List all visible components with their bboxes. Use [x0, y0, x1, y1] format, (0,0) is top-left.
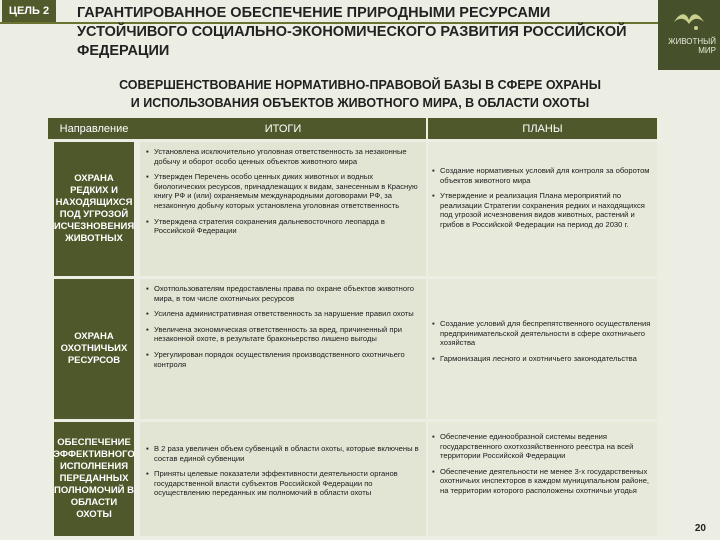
result-text: Утвержден Перечень особо ценных диких животных и водных биологических ресурсов, принадлежащих к видам, занесенным в Красную книгу РФ и (или) охраняемым международными договорами РФ, за незаконную добычу которых установлена уголовная ответственность: [154, 172, 418, 210]
list-item: ▪ Охотпользователям предоставлены права по охране объектов животного мира, в том числе охотничьих ресурсов: [146, 284, 422, 303]
header-results: ИТОГИ: [140, 118, 426, 139]
plan-text: Гармонизация лесного и охотничьего законодательства: [440, 353, 637, 363]
list-item: ▪ Обеспечение единообразной системы ведения государственного охотхозяйственного реестра на всей территории Российской Федерации: [432, 432, 653, 461]
section-subtitle: [60, 76, 660, 112]
result-text: Урегулирован порядок осуществления производственного охотничьего контроля: [154, 349, 405, 369]
result-text: Утверждена стратегия сохранения дальневосточного леопарда в Российской Федерации: [154, 216, 385, 236]
plan-text: Обеспечение деятельности не менее 3-х государственных охотничьих инспекторов в каждом муниципальном районе, на территории которого расположены охотничьи угодья: [440, 466, 650, 495]
results-cell: [140, 142, 426, 276]
logo: [658, 0, 720, 70]
page-title: ГАРАНТИРОВАННОЕ ОБЕСПЕЧЕНИЕ ПРИРОДНЫМИ РЕСУРСАМИ УСТОЙЧИВОГО СОЦИАЛЬНО-ЭКОНОМИЧЕСКОГО РАЗВИТИЯ РОССИЙСКОЙ ФЕДЕРАЦИИ: [77, 5, 627, 59]
plans-cell: [428, 422, 657, 536]
plan-text: Утверждение и реализация Плана мероприятий по реализации Стратегии сохранения редких и находящихся под угрозой исчезновения видов животных, растений и грибов в Российской Федерации на период до 2030 г.: [440, 191, 645, 229]
page-number: 20: [694, 523, 706, 534]
result-text: Увеличена экономическая ответственность за вред, причиненный при незаконной охоте, в результате браконьерство лишено выгоды: [154, 324, 402, 344]
list-item: ▪ Утверждение и реализация Плана мероприятий по реализации Стратегии сохранения редких и находящихся под угрозой исчезновения видов животных, растений и грибов в Российской Федерации на период до 2030 г.: [432, 191, 653, 229]
plans-cell: [428, 279, 657, 419]
result-text: Охотпользователям предоставлены права по охране объектов животного мира, в том числе охотничьих ресурсов: [154, 284, 414, 303]
logo-text: ЖИВОТНЫЙ МИР: [668, 37, 716, 55]
plan-text: Обеспечение единообразной системы ведения государственного охотхозяйственного реестра на всей территории Российской Федерации: [440, 432, 634, 461]
plan-text: Создание условий для беспрепятственного осуществления предпринимательской деятельности в сфере охотничьего хозяйства: [440, 319, 651, 348]
list-item: ▪ Создание условий для беспрепятственного осуществления предпринимательской деятельности в сфере охотничьего хозяйства: [432, 319, 653, 348]
list-item: ▪ Утвержден Перечень особо ценных диких животных и водных биологических ресурсов, принадлежащих к видам, занесенным в Красную книгу РФ и (или) охраняемым международными договорами РФ, за незаконную добычу которых установлена уголовная ответственность: [146, 172, 422, 210]
header-direction: Направление: [48, 118, 140, 139]
list-item: ▪ Усилена административная ответственность за нарушение правил охоты: [146, 309, 422, 319]
results-cell: [140, 422, 426, 536]
list-item: ▪ Обеспечение деятельности не менее 3-х государственных охотничьих инспекторов в каждом муниципальном районе, на территории которого расположены охотничьи угодья: [432, 467, 653, 496]
results-cell: [140, 279, 426, 419]
table-row: [40, 422, 657, 536]
list-item: ▪ Урегулирован порядок осуществления производственного охотничьего контроля: [146, 350, 422, 369]
direction-cell: ОХРАНА РЕДКИХ И НАХОДЯЩИХСЯ ПОД УГРОЗОЙ ИСЧЕЗНОВЕНИЯ ЖИВОТНЫХ: [54, 142, 134, 276]
header-plans: ПЛАНЫ: [428, 118, 657, 139]
list-item: ▪ Гармонизация лесного и охотничьего законодательства: [432, 354, 653, 364]
list-item: ▪ Установлена исключительно уголовная ответственность за незаконные добычу и оборот особо ценных объектов животного мира: [146, 147, 422, 166]
result-text: Приняты целевые показатели эффективности деятельности органов государственной власти субъектов Российской Федерации по осуществлению переданных им полномочий в области охоты: [154, 469, 398, 498]
subtitle-line: И ИСПОЛЬЗОВАНИЯ ОБЪЕКТОВ ЖИВОТНОГО МИРА, В ОБЛАСТИ ОХОТЫ: [130, 96, 590, 110]
result-text: Усилена административная ответственность за нарушение правил охоты: [154, 309, 414, 319]
table-row: [40, 142, 657, 276]
list-item: ▪ Утверждена стратегия сохранения дальневосточного леопарда в Российской Федерации: [146, 217, 422, 236]
plan-text: Создание нормативных условий для контроля за оборотом объектов животного мира: [440, 166, 650, 185]
table-row: [40, 279, 657, 419]
list-item: ▪ Приняты целевые показатели эффективности деятельности органов государственной власти субъектов Российской Федерации по осуществлению переданных им полномочий в области охоты: [146, 469, 422, 498]
list-item: ▪ В 2 раза увеличен объем субвенций в области охоты, которые включены в состав единой субвенции: [146, 444, 422, 463]
direction-cell: ОХРАНА ОХОТНИЧЬИХ РЕСУРСОВ: [54, 279, 134, 419]
result-text: Установлена исключительно уголовная ответственность за незаконные добычу и оборот особо ценных объектов животного мира: [154, 147, 407, 166]
subtitle-line: СОВЕРШЕНСТВОВАНИЕ НОРМАТИВНО-ПРАВОВОЙ БАЗЫ В СФЕРЕ ОХРАНЫ: [119, 78, 601, 92]
list-item: ▪ Увеличена экономическая ответственность за вред, причиненный при незаконной охоте, в результате браконьерство лишено выгоды: [146, 325, 422, 344]
list-item: ▪ Создание нормативных условий для контроля за оборотом объектов животного мира: [432, 166, 653, 185]
goal-badge: ЦЕЛЬ 2: [2, 0, 56, 22]
bird-icon: [672, 8, 706, 34]
plans-cell: [428, 142, 657, 276]
table-header: [40, 118, 657, 139]
result-text: В 2 раза увеличен объем субвенций в области охоты, которые включены в состав единой субвенции: [154, 444, 419, 463]
direction-cell: ОБЕСПЕЧЕНИЕ ЭФФЕКТИВНОГО ИСПОЛНЕНИЯ ПЕРЕДАННЫХ ПОЛНОМОЧИЙ В ОБЛАСТИ ОХОТЫ: [54, 422, 134, 536]
